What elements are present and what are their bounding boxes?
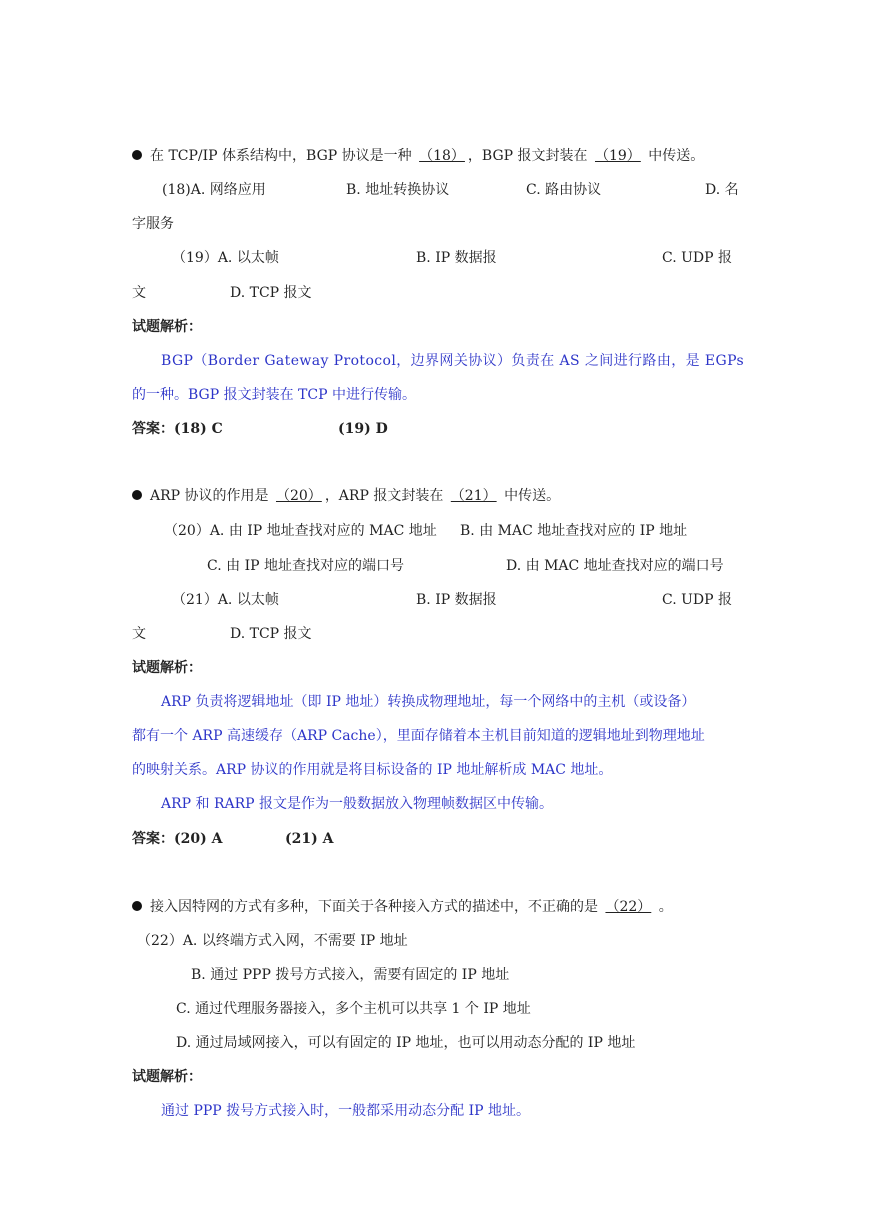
q1-opt18-c: C. 路由协议 xyxy=(526,182,602,198)
q2-answer: 答案：(20) A xyxy=(132,831,223,847)
q1-opt18-d: D. 名 xyxy=(705,182,739,198)
q2-opt20-d: D. 由 MAC 地址查找对应的端口号 xyxy=(506,558,724,574)
q1-opt19-a: （19）A. 以太帧 xyxy=(172,250,279,266)
q2-opt20-a: （20）A. 由 IP 地址查找对应的 MAC 地址 xyxy=(164,523,437,539)
q2-opt21-c-cont: 文 xyxy=(132,626,146,642)
q2-analysis-title: 试题解析： xyxy=(132,660,202,676)
bullet-icon xyxy=(132,901,142,911)
q2-opt21-c: C. UDP 报 xyxy=(662,592,733,608)
q1-opt18-d-cont: 字服务 xyxy=(132,216,174,232)
bullet-icon xyxy=(132,490,142,500)
q2-analysis-line-3: 的映射关系。ARP 协议的作用就是将目标设备的 IP 地址解析成 MAC 地址。 xyxy=(132,762,613,778)
q2-opt20-b: B. 由 MAC 地址查找对应的 IP 地址 xyxy=(460,523,688,539)
blank-21: （21） xyxy=(450,488,497,504)
q1-opt19-d: D. TCP 报文 xyxy=(230,285,312,301)
q1-opt18-b: B. 地址转换协议 xyxy=(346,182,450,198)
blank-22: （22） xyxy=(605,899,652,915)
q1-analysis-title: 试题解析： xyxy=(132,319,202,335)
q3-opt-c: C. 通过代理服务器接入，多个主机可以共享 1 个 IP 地址 xyxy=(176,1001,531,1017)
q2-analysis-line-2: 都有一个 ARP 高速缓存（ARP Cache），里面存储着本主机目前知道的逻辑地址到物理地址 xyxy=(132,728,705,744)
q1-opt19-c-cont: 文 xyxy=(132,285,146,301)
q1-answer: 答案：(18) C xyxy=(132,421,223,437)
q2-analysis-line-1: ARP 负责将逻辑地址（即 IP 地址）转换成物理地址，每一个网络中的主机（或设备） xyxy=(161,694,696,710)
q2-opt21-b: B. IP 数据报 xyxy=(416,592,497,608)
q1-analysis-line-1: BGP（Border Gateway Protocol，边界网关协议）负责在 AS 之间进行路由，是 EGPs xyxy=(161,353,745,369)
blank-20: （20） xyxy=(275,488,322,504)
q3-analysis-line-1: 通过 PPP 拨号方式接入时，一般都采用动态分配 IP 地址。 xyxy=(161,1103,531,1119)
blank-18: （18） xyxy=(419,148,465,164)
q2-opt21-d: D. TCP 报文 xyxy=(230,626,312,642)
q3-analysis-title: 试题解析： xyxy=(132,1069,202,1085)
q2-analysis-line-4: ARP 和 RARP 报文是作为一般数据放入物理帧数据区中传输。 xyxy=(161,796,554,812)
q1-opt19-b: B. IP 数据报 xyxy=(416,250,497,266)
blank-19: （19） xyxy=(594,148,641,164)
q3-opt-d: D. 通过局域网接入，可以有固定的 IP 地址，也可以用动态分配的 IP 地址 xyxy=(176,1035,636,1051)
q3-stem: 接入因特网的方式有多种，下面关于各种接入方式的描述中，不正确的是 （22） 。 xyxy=(132,898,673,916)
q1-stem: 在 TCP/IP 体系结构中，BGP 协议是一种 （18） ，BGP 报文封装在 （19） 中传送。 xyxy=(132,147,704,165)
q1-analysis-line-2: 的一种。BGP 报文封装在 TCP 中进行传输。 xyxy=(132,387,416,403)
q1-opt18-a: (18)A. 网络应用 xyxy=(162,182,266,198)
bullet-icon xyxy=(132,150,142,160)
q2-opt21-a: （21）A. 以太帧 xyxy=(172,592,279,608)
q1-opt19-c: C. UDP 报 xyxy=(662,250,733,266)
q3-opt-a: （22）A. 以终端方式入网，不需要 IP 地址 xyxy=(137,933,408,949)
q1-answer-2: (19) D xyxy=(338,421,388,437)
q2-stem: ARP 协议的作用是 （20） ，ARP 报文封装在 （21） 中传送。 xyxy=(132,487,560,505)
q2-opt20-c: C. 由 IP 地址查找对应的端口号 xyxy=(207,558,404,574)
q3-opt-b: B. 通过 PPP 拨号方式接入，需要有固定的 IP 地址 xyxy=(191,967,510,983)
q2-answer-2: (21) A xyxy=(285,831,334,847)
